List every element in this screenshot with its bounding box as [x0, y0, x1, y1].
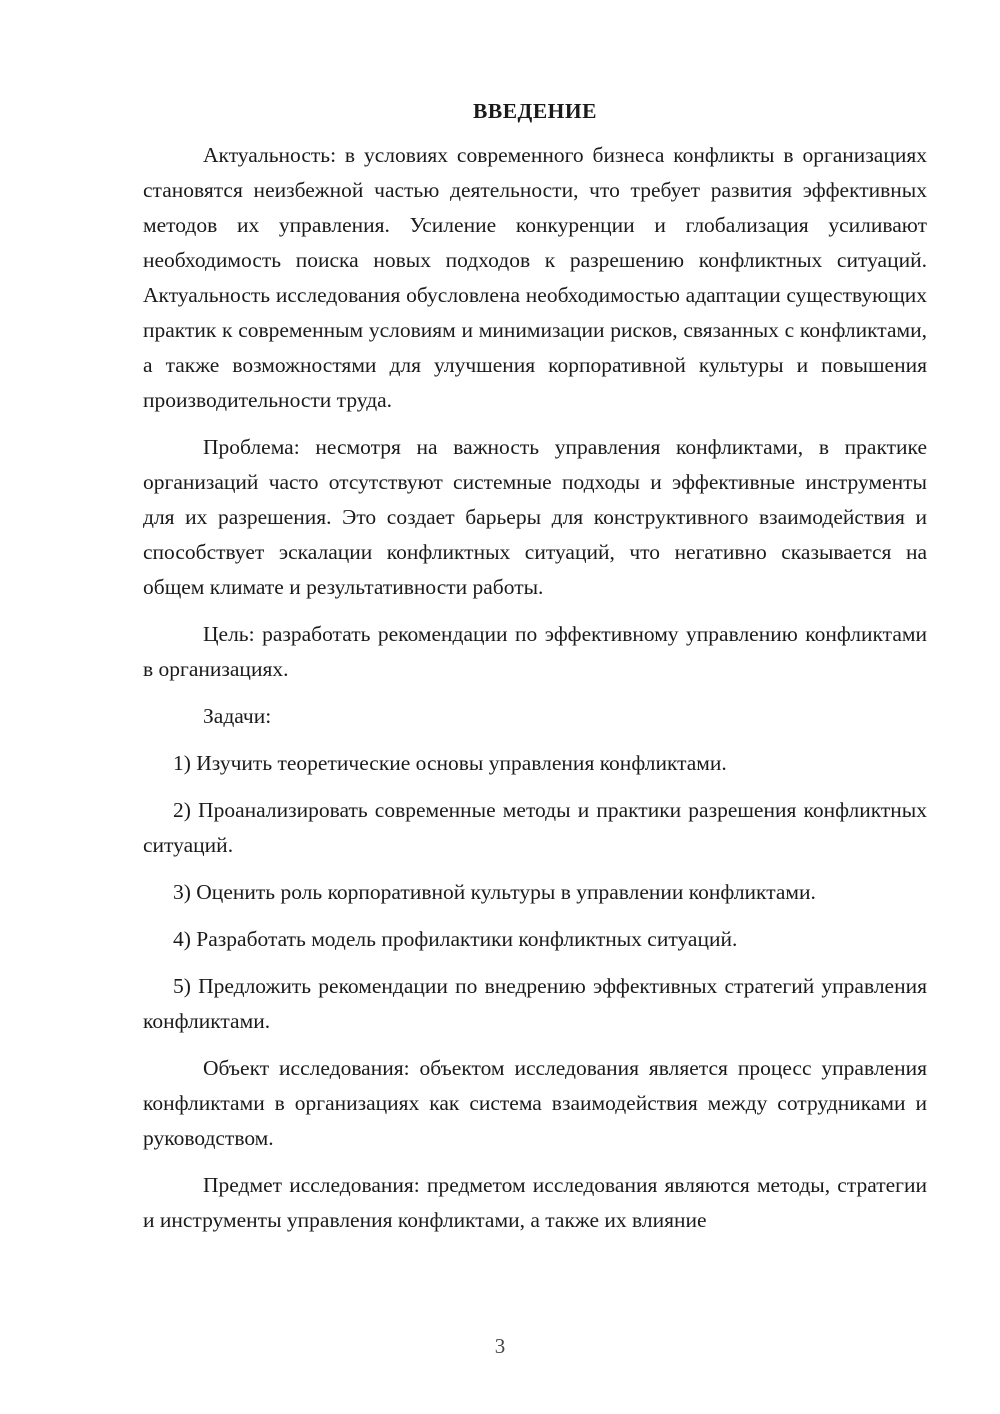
task-item: 1) Изучить теоретические основы управления конфликтами.	[173, 751, 727, 775]
section-title: ВВЕДЕНИЕ	[473, 99, 597, 123]
subject-paragraph: Предмет исследования: предметом исследования являются методы, стратегии и инструменты управления конфликтами, а также их влияние	[143, 1173, 927, 1232]
task-item: 4) Разработать модель профилактики конфликтных ситуаций.	[173, 927, 738, 951]
document-body	[143, 96, 927, 1250]
page-number: 3	[494, 1334, 506, 1358]
task-item: 3) Оценить роль корпоративной культуры в управлении конфликтами.	[173, 880, 816, 904]
task-item: 5) Предложить рекомендации по внедрению эффективных стратегий управления конфликтами.	[143, 974, 927, 1033]
goal-paragraph: Цель: разработать рекомендации по эффективному управлению конфликтами в организациях.	[143, 622, 927, 681]
object-paragraph: Объект исследования: объектом исследования является процесс управления конфликтами в организациях как система взаимодействия между сотрудниками и руководством.	[143, 1056, 927, 1150]
problem-paragraph: Проблема: несмотря на важность управления конфликтами, в практике организаций часто отсутствуют системные подходы и эффективные инструменты для их разрешения. Это создает барьеры для конструктивного взаимодействия и способствует эскалации конфликтных ситуаций, что негативно сказывается на общем климате и результативности работы.	[143, 435, 927, 599]
tasks-heading: Задачи:	[203, 704, 272, 728]
task-item: 2) Проанализировать современные методы и практики разрешения конфликтных ситуаций.	[143, 798, 927, 857]
relevance-paragraph: Актуальность: в условиях современного бизнеса конфликты в организациях становятся неизбежной частью деятельности, что требует развития эффективных методов их управления. Усиление конкуренции и глобализация усиливают необходимость поиска новых подходов к разрешению конфликтных ситуаций. Актуальность исследования обусловлена необходимостью адаптации существующих практик к современным условиям и минимизации рисков, связанных с конфликтами, а также возможностями для улучшения корпоративной культуры и повышения производительности труда.	[143, 143, 927, 412]
